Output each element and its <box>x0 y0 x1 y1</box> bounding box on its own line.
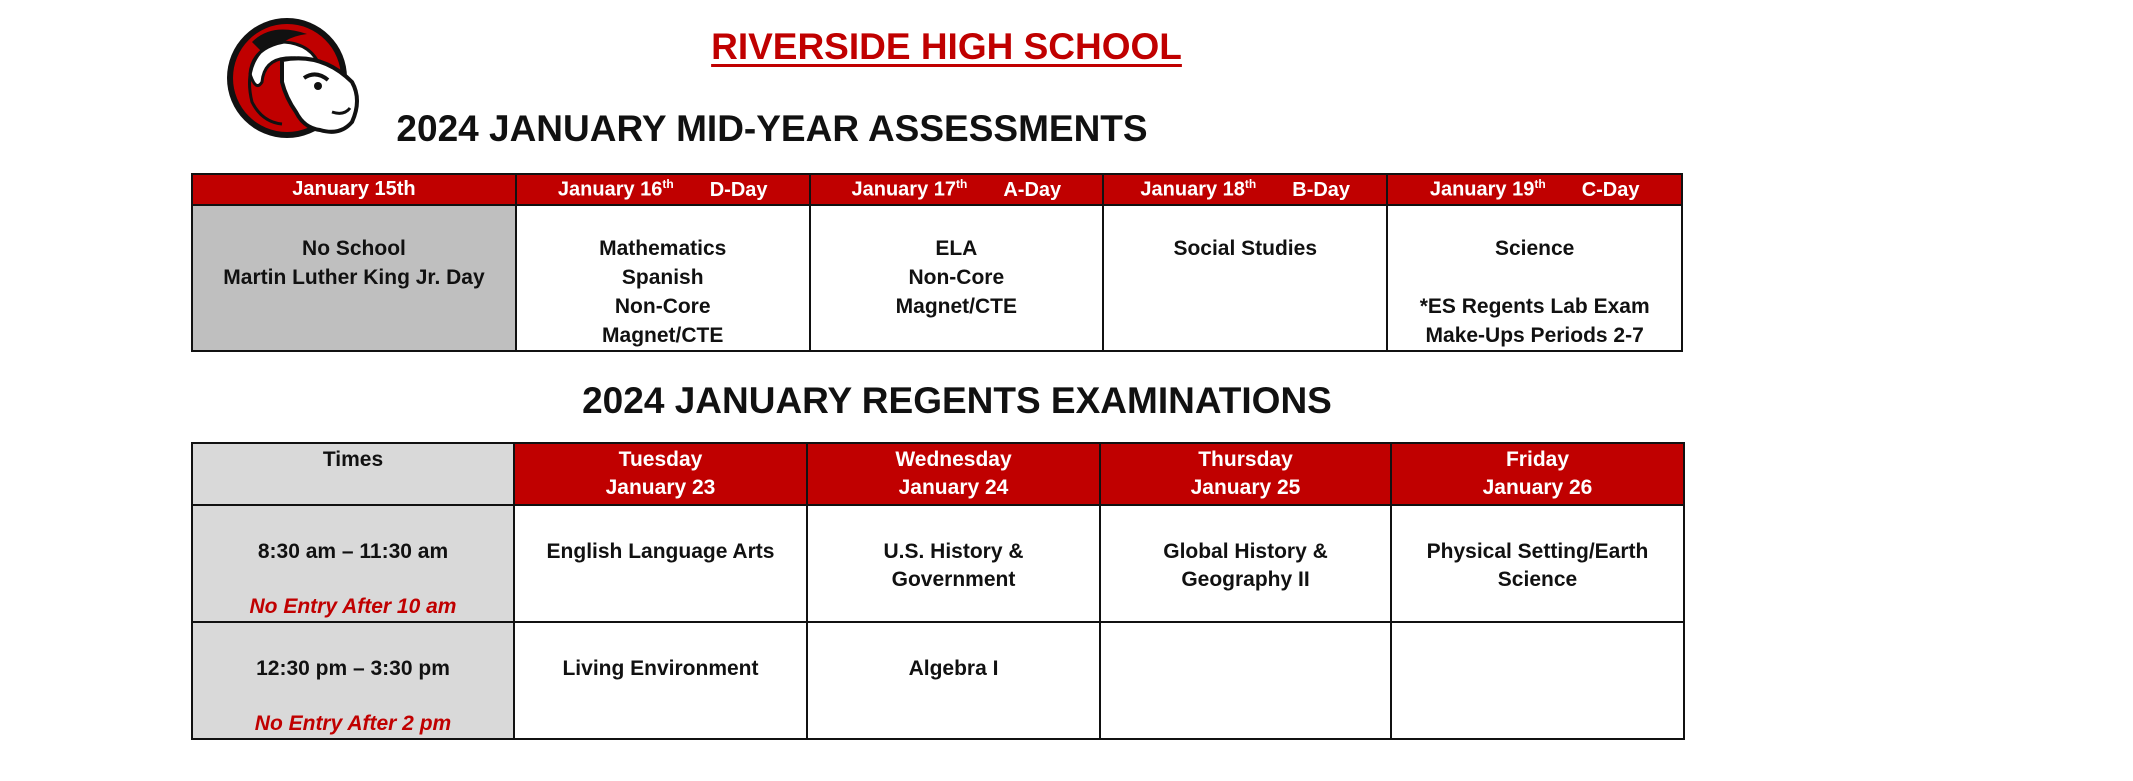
header-date-suffix: th <box>662 177 674 192</box>
midyear-cell <box>810 205 1104 351</box>
exam-cell <box>807 505 1100 622</box>
header-date-suffix: th <box>1534 177 1546 192</box>
no-entry-note: No Entry After 10 am <box>249 595 457 618</box>
weekday: Wednesday <box>895 448 1012 471</box>
midyear-header <box>1387 174 1682 205</box>
regents-header-row <box>192 443 1684 505</box>
cell-line: Spanish <box>621 266 704 289</box>
exam-cell <box>1100 505 1391 622</box>
midyear-header <box>1103 174 1387 205</box>
regents-day-header <box>1100 443 1391 505</box>
midyear-header <box>810 174 1104 205</box>
cell-line: No School <box>302 237 406 260</box>
cell-line: Magnet/CTE <box>895 295 1017 318</box>
midyear-body-row <box>192 205 1682 351</box>
exam-line: Science <box>1497 568 1578 591</box>
exam-cell <box>807 622 1100 739</box>
regents-title: 2024 JANUARY REGENTS EXAMINATIONS <box>582 380 1332 421</box>
cell-line: *ES Regents Lab Exam <box>1419 295 1650 318</box>
header-date: January 17 <box>851 178 957 201</box>
header-date-suffix: th <box>396 178 416 200</box>
header-day-type: C-Day <box>1581 178 1640 201</box>
exam-cell <box>514 622 807 739</box>
midyear-title: 2024 JANUARY MID-YEAR ASSESSMENTS <box>396 108 1148 149</box>
regents-row-afternoon <box>192 622 1684 739</box>
cell-line: Mathematics <box>599 237 727 260</box>
school-title: RIVERSIDE HIGH SCHOOL <box>711 26 1182 67</box>
day-date: January 23 <box>605 476 716 499</box>
time-range: 8:30 am – 11:30 am <box>257 540 449 563</box>
exam-line: Government <box>891 568 1016 591</box>
exam-line: English Language Arts <box>546 540 775 563</box>
header-day-type: B-Day <box>1292 178 1351 201</box>
regents-day-header <box>514 443 807 505</box>
exam-cell <box>514 505 807 622</box>
cell-line-gap <box>1388 263 1681 292</box>
header-day-type: A-Day <box>1003 178 1062 201</box>
exam-cell <box>1391 505 1684 622</box>
midyear-cell <box>1103 205 1387 351</box>
cell-line: Make-Ups Periods 2-7 <box>1425 324 1644 347</box>
midyear-cell <box>192 205 516 351</box>
cell-line: Martin Luther King Jr. Day <box>223 266 485 289</box>
cell-line: Non-Core <box>908 266 1005 289</box>
midyear-header <box>192 174 516 205</box>
regents-row-morning <box>192 505 1684 622</box>
header-date-suffix: th <box>956 177 968 192</box>
time-cell <box>192 622 514 739</box>
cell-line: Non-Core <box>614 295 711 318</box>
exam-line: Geography II <box>1181 568 1310 591</box>
day-date: January 26 <box>1482 476 1593 499</box>
regents-table <box>191 442 1685 740</box>
weekday: Tuesday <box>618 448 703 471</box>
exam-line: Algebra I <box>908 657 999 680</box>
header-date: January 18 <box>1140 178 1245 201</box>
midyear-cell <box>1387 205 1682 351</box>
midyear-table <box>191 173 1683 352</box>
midyear-cell <box>516 205 810 351</box>
header-date: January 15 <box>292 178 397 200</box>
header-day-type: D-Day <box>709 178 768 201</box>
day-date: January 25 <box>1190 476 1301 499</box>
exam-cell <box>1391 622 1684 739</box>
times-header: Times <box>192 443 514 505</box>
cell-line: Magnet/CTE <box>602 324 724 347</box>
exam-line: Global History & <box>1163 540 1328 563</box>
exam-line: Living Environment <box>562 657 759 680</box>
time-range: 12:30 pm – 3:30 pm <box>256 657 450 680</box>
header-date: January 16 <box>557 178 663 201</box>
day-date: January 24 <box>898 476 1009 499</box>
cell-line: Science <box>1494 237 1575 260</box>
exam-cell <box>1100 622 1391 739</box>
midyear-header <box>516 174 810 205</box>
cell-line: Social Studies <box>1173 237 1317 260</box>
header-date-suffix: th <box>1244 177 1257 192</box>
header-date: January 19 <box>1429 178 1535 201</box>
midyear-header-row <box>192 174 1682 205</box>
exam-line: Physical Setting/Earth <box>1426 540 1649 563</box>
weekday: Thursday <box>1198 448 1293 471</box>
regents-day-header <box>807 443 1100 505</box>
weekday: Friday <box>1505 448 1570 471</box>
exam-line: U.S. History & <box>883 540 1024 563</box>
time-cell <box>192 505 514 622</box>
no-entry-note: No Entry After 2 pm <box>254 712 452 735</box>
cell-line: ELA <box>935 237 978 260</box>
regents-day-header <box>1391 443 1684 505</box>
